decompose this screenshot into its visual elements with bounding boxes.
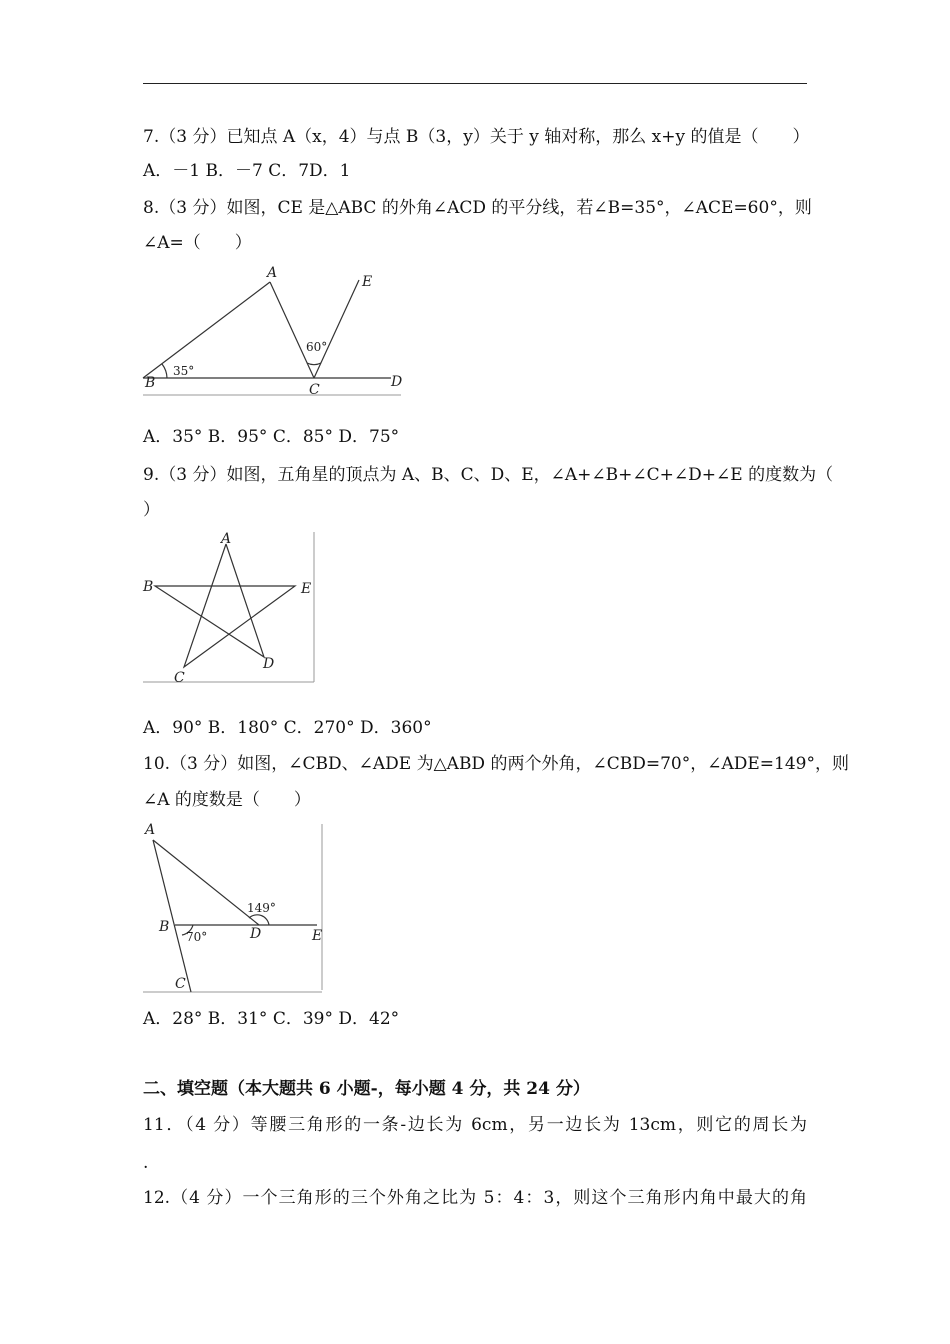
- q10-angle-CBD: 70°: [186, 930, 208, 944]
- q9-star-figure: [143, 530, 318, 688]
- q9-label-E: E: [301, 581, 312, 597]
- q8-label-A: A: [267, 265, 278, 281]
- q8-label-D: D: [391, 374, 403, 390]
- q12-line1: 12.（4 分）一个三角形的三个外角之比为 5：4：3，则这个三角形内角中最大的角: [143, 1188, 807, 1208]
- q9-stem-line1: 9.（3 分）如图，五角星的顶点为 A、B、C、D、E，∠A+∠B+∠C+∠D+∠E 的度数为（: [143, 465, 834, 485]
- q10-options: A．28° B．31° C．39° D．42°: [143, 1009, 400, 1029]
- q10-figure: [143, 820, 325, 996]
- q9-label-C: C: [174, 670, 185, 686]
- q8-angle-ACE: 60°: [306, 340, 328, 354]
- header-rule: [143, 83, 807, 84]
- q10-stem-line1: 10.（3 分）如图，∠CBD、∠ADE 为△ABD 的两个外角，∠CBD=70°，∠ADE=149°，则: [143, 754, 849, 774]
- q9-options: A．90° B．180° C．270° D．360°: [143, 718, 432, 738]
- section2-heading: 二、填空题（本大题共 6 小题-，每小题 4 分，共 24 分）: [143, 1079, 590, 1099]
- q8-stem-line1: 8.（3 分）如图，CE 是△ABC 的外角∠ACD 的平分线，若∠B=35°，∠ACE=60°，则: [143, 198, 812, 218]
- q7-options: A．－1 B．－7 C．7D．1: [143, 161, 351, 181]
- q10-label-E: E: [312, 928, 323, 944]
- q8-label-C: C: [309, 382, 320, 398]
- q10-label-C: C: [175, 976, 186, 992]
- q10-label-A: A: [145, 822, 156, 838]
- q8-label-B: B: [145, 375, 156, 391]
- q8-label-E: E: [362, 274, 373, 290]
- q8-options: A．35° B．95° C．85° D．75°: [143, 427, 400, 447]
- q9-stem-line2: ）: [143, 500, 160, 520]
- q9-label-B: B: [143, 579, 154, 595]
- q11-line2: .: [143, 1153, 149, 1173]
- q10-angle-ADE: 149°: [247, 901, 276, 915]
- q8-stem-line2: ∠A=（ ）: [143, 233, 252, 253]
- q10-label-B: B: [159, 919, 170, 935]
- q10-label-D: D: [250, 926, 262, 942]
- q8-figure: [143, 262, 405, 397]
- q9-label-A: A: [221, 531, 232, 547]
- q11-line1: 11．（4 分）等腰三角形的一条-边长为 6cm，另一边长为 13cm，则它的周长为: [143, 1115, 807, 1135]
- q8-angle-B: 35°: [173, 364, 195, 378]
- q9-label-D: D: [263, 656, 275, 672]
- q10-stem-line2: ∠A 的度数是（ ）: [143, 790, 311, 810]
- q7-stem: 7.（3 分）已知点 A（x，4）与点 B（3，y）关于 y 轴对称，那么 x+y 的值是（ ）: [143, 127, 810, 147]
